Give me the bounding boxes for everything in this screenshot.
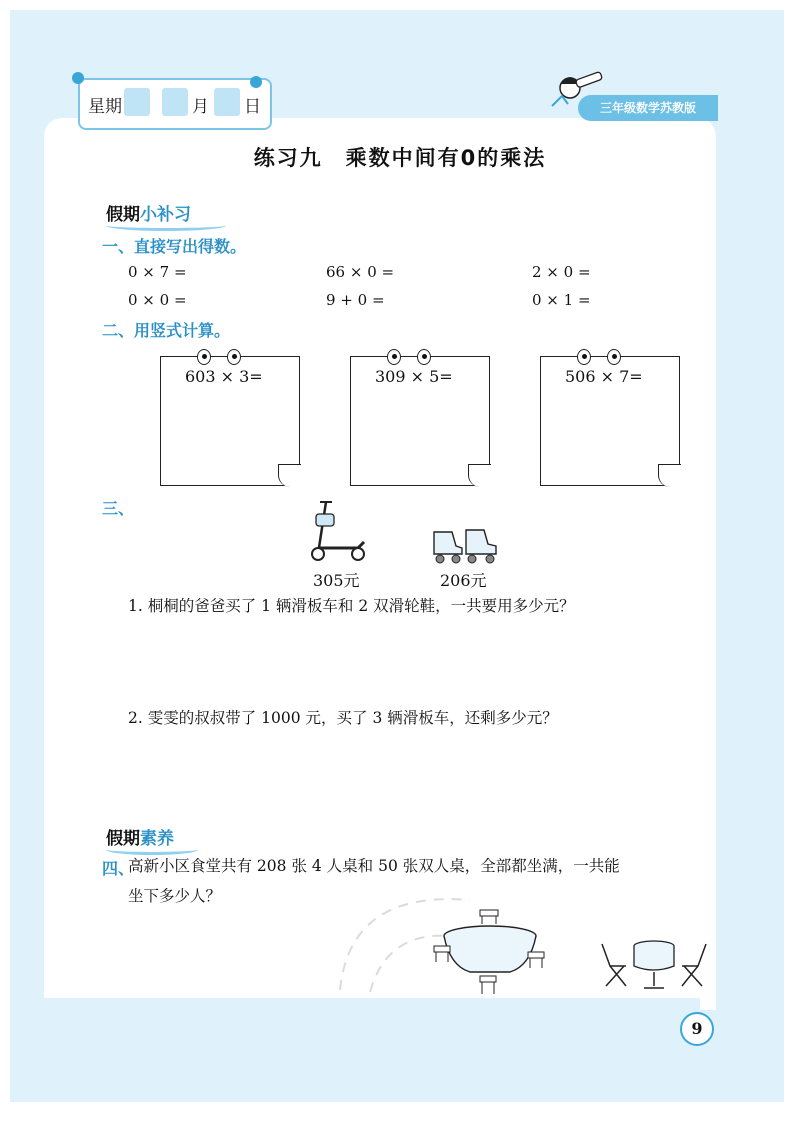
day-field[interactable] <box>214 88 240 116</box>
work-note-1[interactable] <box>160 356 300 486</box>
eye-icon <box>417 349 431 365</box>
section-tag-review <box>106 200 191 225</box>
scooter-icon <box>306 496 370 564</box>
q2-item: 309 × 5= <box>375 367 453 386</box>
q2-item: 506 × 7= <box>565 367 643 386</box>
q1-item: 2 × 0 = <box>532 263 591 281</box>
work-note-3[interactable] <box>540 356 680 486</box>
q3-problem-1: 1. 桐桐的爸爸买了 1 辆滑板车和 2 双滑轮鞋，一共要用多少元？ <box>128 597 575 615</box>
pin-icon <box>250 76 262 88</box>
q1-item: 0 × 7 = <box>128 263 187 281</box>
q3-heading: 三、 <box>102 499 135 518</box>
eye-icon <box>577 349 591 365</box>
round-table-icon <box>430 906 550 998</box>
page-fold-icon <box>468 464 491 487</box>
roller-skates-icon <box>430 524 500 566</box>
q1-item: 66 × 0 = <box>326 263 395 281</box>
work-note-2[interactable] <box>350 356 490 486</box>
page-fold-icon <box>658 464 681 487</box>
section-tag-literacy <box>106 824 174 849</box>
q4-heading: 四、 <box>102 859 135 878</box>
month-field[interactable] <box>162 88 188 116</box>
table-chairs-icon <box>598 936 710 992</box>
eye-icon <box>197 349 211 365</box>
q3-problem-2: 2. 雯雯的叔叔带了 1000 元，买了 3 辆滑板车，还剩多少元？ <box>128 709 558 727</box>
q2-heading: 二、用竖式计算。 <box>102 321 231 340</box>
q2-item: 603 × 3= <box>185 367 263 386</box>
book-banner: 三年级数学苏教版 <box>578 95 718 121</box>
section-tag-text: 假期 <box>106 829 140 849</box>
q4-line-2: 坐下多少人？ <box>128 887 222 905</box>
pin-icon <box>72 72 84 84</box>
weekday-label: 星期 <box>88 97 122 117</box>
page-number: 9 <box>680 1012 714 1046</box>
date-box <box>78 78 272 130</box>
tag-underline <box>106 220 226 231</box>
skates-price: 206元 <box>440 571 487 590</box>
q1-item: 0 × 1 = <box>532 291 591 309</box>
q1-item: 0 × 0 = <box>128 291 187 309</box>
paper-edge <box>700 140 716 1010</box>
eye-icon <box>227 349 241 365</box>
section-tag-highlight: 素养 <box>140 829 174 849</box>
q1-item: 9 + 0 = <box>326 291 385 309</box>
eye-icon <box>607 349 621 365</box>
weekday-field[interactable] <box>124 88 150 116</box>
page-title: 练习九 乘数中间有0的乘法 <box>253 146 547 170</box>
scooter-price: 305元 <box>313 571 360 590</box>
page-fold-icon <box>278 464 301 487</box>
month-label: 月 <box>192 97 209 117</box>
day-label: 日 <box>244 97 261 117</box>
eye-icon <box>387 349 401 365</box>
section-tag-highlight: 小补习 <box>140 205 191 225</box>
q1-heading: 一、直接写出得数。 <box>102 237 247 256</box>
section-tag-text: 假期 <box>106 205 140 225</box>
q4-line-1: 高新小区食堂共有 208 张 4 人桌和 50 张双人桌，全部都坐满，一共能 <box>128 857 620 875</box>
